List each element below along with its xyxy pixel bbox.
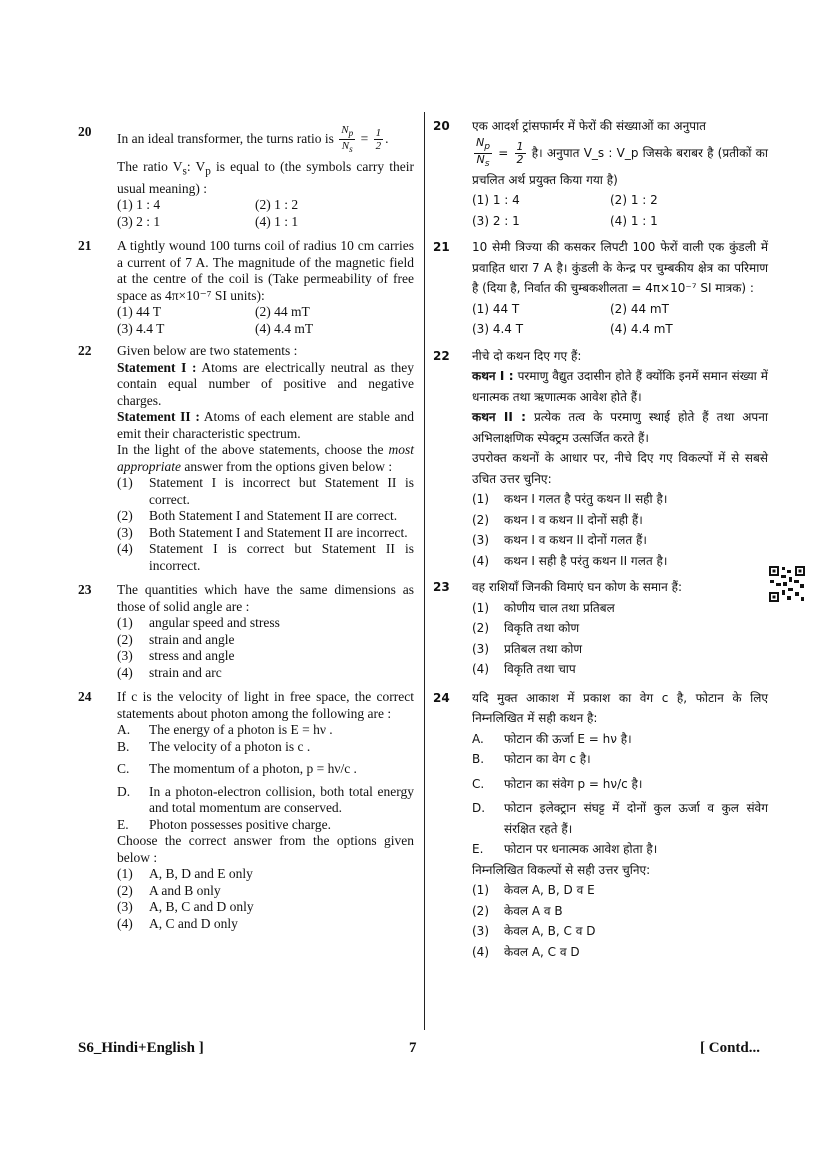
option-4: (4) विकृति तथा चाप: [472, 662, 576, 677]
option-4: (4) 4.4 mT: [255, 320, 314, 336]
question-stem: The quantities which have the same dimensions as those of solid angle are :: [117, 582, 414, 614]
question-stem: If c is the velocity of light in free space, the correct statements about photon among the following are :: [117, 689, 414, 721]
answer-prompt: उपरोक्त कथनों के आधार पर, नीचे दिए गए विकल्पों में से सबसे उचित उत्तर चुनिए:: [472, 451, 768, 486]
option-1: (1) कोणीय चाल तथा प्रतिबल: [472, 600, 615, 615]
option-2: (2) 1 : 2: [610, 193, 658, 208]
option-1: (1) 44 T: [117, 304, 161, 320]
column-divider: [424, 112, 425, 1030]
question-intro: नीचे दो कथन दिए गए हैं:: [472, 348, 582, 363]
option-1: (1) 44 T: [472, 301, 520, 316]
option-4: (4) 4.4 mT: [610, 322, 673, 337]
question-intro: Given below are two statements :: [117, 343, 298, 359]
statement-b: B. फोटान का वेग c है।: [472, 752, 591, 767]
statement-b: B. The velocity of a photon is c .: [117, 738, 311, 754]
option-4: (4) A, C and D only: [117, 915, 238, 931]
option-4: (4) strain and arc: [117, 664, 222, 680]
option-2: (2) 44 mT: [255, 304, 310, 320]
question-23-hi: [433, 577, 768, 680]
half-fraction: $\frac{1}{2}$: [375, 127, 382, 153]
option-1: (1) 1 : 4: [117, 197, 161, 213]
option-3: (3) 2 : 1: [472, 213, 520, 228]
continued-label: [ Contd...: [700, 1040, 761, 1056]
english-column: [78, 112, 414, 932]
options: [117, 615, 414, 681]
options: [472, 489, 768, 571]
question-20-hi: 20 एक आदर्श ट्रांसफार्मर में फेरों की संख्याओं का अनुपात $\frac{N_p}{N_s}$ = $\frac{1}{2}$ है। अनुपात V_s : V_p जिसके बराबर है (प्रतीकों का प्रचलित अर्थ प्रयुक्त किया गया है) (1) 1 : 4 (2) 1 : 2 (3) 2 : 1 (4) 1 : 1: [433, 116, 768, 231]
option-2: (2) Both Statement I and Statement II are correct.: [117, 508, 398, 524]
turns-ratio-fraction: $\frac{N_p}{N_s}$: [341, 124, 354, 155]
statements: [117, 722, 414, 833]
question-number: 22: [433, 348, 450, 363]
question-22-en: 22 Given below are two statements : Statement I : Atoms are electrically neutral as they contain equal number of positive and negative charges. Statement II : Atoms of each element are stable and emit their characteristic spectrum. In the light of the above statements, choose the most appropriate answer from the options given below : (1) Statement I is incorrect but Statement II is correct. (2) Both Statement I and Statement II are correct. (3) Both Statement I and Statement II are incorrect. (4) Statement I is correct but Statement II is incorrect.: [78, 343, 414, 573]
option-2: (2) 1 : 2: [255, 197, 299, 213]
turns-ratio-fraction: $\frac{N_p}{N_s}$: [476, 135, 491, 169]
options: [117, 866, 414, 932]
answer-prompt: Choose the correct answer from the options given below :: [117, 833, 414, 865]
statement-c: C. The momentum of a photon, p = hν/c .: [117, 761, 357, 777]
options: [472, 299, 768, 340]
option-1: (1) Statement I is incorrect but Statement II is correct.: [117, 475, 414, 507]
question-number: 20: [78, 124, 92, 139]
answer-prompt: निम्नलिखित विकल्पों से सही उत्तर चुनिए:: [472, 862, 651, 877]
option-3: (3) 4.4 T: [117, 320, 165, 336]
question-24-en: [78, 689, 414, 932]
question-number: 24: [78, 689, 92, 705]
question-stem: A tightly wound 100 turns coil of radius 10 cm carries a current of 7 A. The magnitude of the magnetic field at the centre of the coil is (Take permeability of free space as 4π×10⁻⁷ SI units):: [117, 238, 414, 303]
question-stem: In an ideal transformer, the turns ratio is: [117, 130, 334, 146]
question-number: 23: [78, 582, 92, 598]
question-number: 20: [433, 119, 450, 133]
option-2: (2) कथन I व कथन II दोनों सही हैं।: [472, 512, 643, 527]
option-1: (1) कथन I गलत है परंतु कथन II सही है।: [472, 492, 668, 507]
statement-c: C. फोटान का संवेग p = hν/c है।: [472, 776, 643, 791]
option-3: (3) stress and angle: [117, 648, 235, 664]
question-number: 21: [433, 240, 450, 255]
option-3: (3) Both Statement I and Statement II are incorrect.: [117, 524, 408, 540]
option-2: (2) विकृति तथा कोण: [472, 621, 580, 636]
hindi-column: [433, 112, 768, 962]
question-number: 21: [78, 238, 92, 254]
option-2: (2) केवल A व B: [472, 903, 563, 918]
question-23-en: [78, 582, 414, 681]
question-24-hi: [433, 688, 768, 963]
statement-a: A. The energy of a photon is E = hν .: [117, 722, 333, 738]
option-4: (4) कथन I सही है परंतु कथन II गलत है।: [472, 553, 668, 568]
statement-e: E. फोटान पर धनात्मक आवेश होता है।: [472, 842, 658, 857]
option-4: (4) Statement I is correct but Statement II is incorrect.: [117, 541, 414, 573]
options: [117, 304, 414, 337]
question-number: 22: [78, 343, 92, 359]
option-1: (1) A, B, D and E only: [117, 866, 253, 882]
option-2: (2) strain and angle: [117, 631, 235, 647]
question-21-hi: [433, 237, 768, 340]
question-stem: 10 सेमी त्रिज्या की कसकर लिपटी 100 फेरों वाली एक कुंडली में प्रवाहित धारा 7 A है। कुंडली के केन्द्र पर चुम्बकीय क्षेत्र का परिमाण है (दिया है, निर्वात की चुम्बकशीलता = 4π×10⁻⁷ SI मात्रक) :: [472, 240, 768, 296]
paper-code: S6_Hindi+English ]: [78, 1040, 204, 1056]
option-2: (2) 44 mT: [610, 301, 669, 316]
option-1: (1) 1 : 4: [472, 193, 520, 208]
option-1: (1) केवल A, B, D व E: [472, 883, 595, 898]
options: [117, 475, 414, 574]
option-3: (3) 4.4 T: [472, 322, 524, 337]
options: [472, 598, 768, 680]
statement-e: E. Photon possesses positive charge.: [117, 816, 331, 832]
option-3: (3) 2 : 1: [117, 213, 161, 229]
option-4: (4) 1 : 1: [610, 213, 658, 228]
question-number: 23: [433, 580, 450, 595]
statement-a: A. फोटान की ऊर्जा E = hν है।: [472, 731, 632, 746]
options: [117, 197, 414, 230]
page-number: 7: [409, 1040, 417, 1056]
half-fraction: $\frac{1}{2}$: [516, 139, 524, 166]
question-number: 24: [433, 690, 450, 705]
option-4: (4) 1 : 1: [255, 213, 299, 229]
option-2: (2) A and B only: [117, 882, 221, 898]
question-stem: वह राशियाँ जिनकी विमाएं घन कोण के समान हैं:: [472, 580, 683, 595]
statements: [472, 729, 768, 860]
option-1: (1) angular speed and stress: [117, 615, 280, 631]
option-3: (3) केवल A, B, C व D: [472, 924, 596, 939]
qr-code-icon: [768, 565, 806, 603]
statement-d: D. फोटान इलेक्ट्रान संघट्ट में दोनों कुल ऊर्जा व कुल संवेग संरक्षित रहते हैं।: [472, 801, 768, 836]
question-stem: यदि मुक्त आकाश में प्रकाश का वेग c है, फोटान के लिए निम्नलिखित में सही कथन है:: [472, 690, 768, 726]
statement-d: D. In a photon-electron collision, both total energy and total momentum are conserved.: [117, 783, 414, 816]
option-4: (4) केवल A, C व D: [472, 944, 580, 959]
options: [472, 880, 768, 962]
options: [472, 190, 768, 231]
question-22-hi: 22 नीचे दो कथन दिए गए हैं: कथन I : परमाणु वैद्युत उदासीन होते हैं क्योंकि इनमें समान संख्या में धनात्मक तथा ऋणात्मक आवेश होते हैं। कथन II : प्रत्येक तत्व के परमाणु स्थाई होते हैं तथा अपना अभिलाक्षणिक स्पेक्ट्रम उत्सर्जित करते हैं। उपरोक्त कथनों के आधार पर, नीचे दिए गए विकल्पों में से सबसे उचित उत्तर चुनिए: (1) कथन I गलत है परंतु कथन II सही है। (2) कथन I व कथन II दोनों सही हैं। (3) कथन I व कथन II दोनों गलत हैं। (4) कथन I सही है परंतु कथन II गलत है।: [433, 346, 768, 572]
question-21-en: [78, 238, 414, 337]
option-3: (3) प्रतिबल तथा कोण: [472, 641, 583, 656]
question-stem: एक आदर्श ट्रांसफार्मर में फेरों की संख्याओं का अनुपात: [472, 119, 707, 133]
option-3: (3) कथन I व कथन II दोनों गलत हैं।: [472, 533, 647, 548]
option-3: (3) A, B, C and D only: [117, 899, 254, 915]
question-20-en: 20 In an ideal transformer, the turns ratio is $\frac{N_p}{N_s}$ = $\frac{1}{2}$ . The ratio $V_s$: $V_p$ is equal to (the symbols carry their usual meaning) : (1) 1 : 4 (2) 1 : 2 (3) 2 : 1 (4) 1 : 1: [78, 124, 415, 229]
